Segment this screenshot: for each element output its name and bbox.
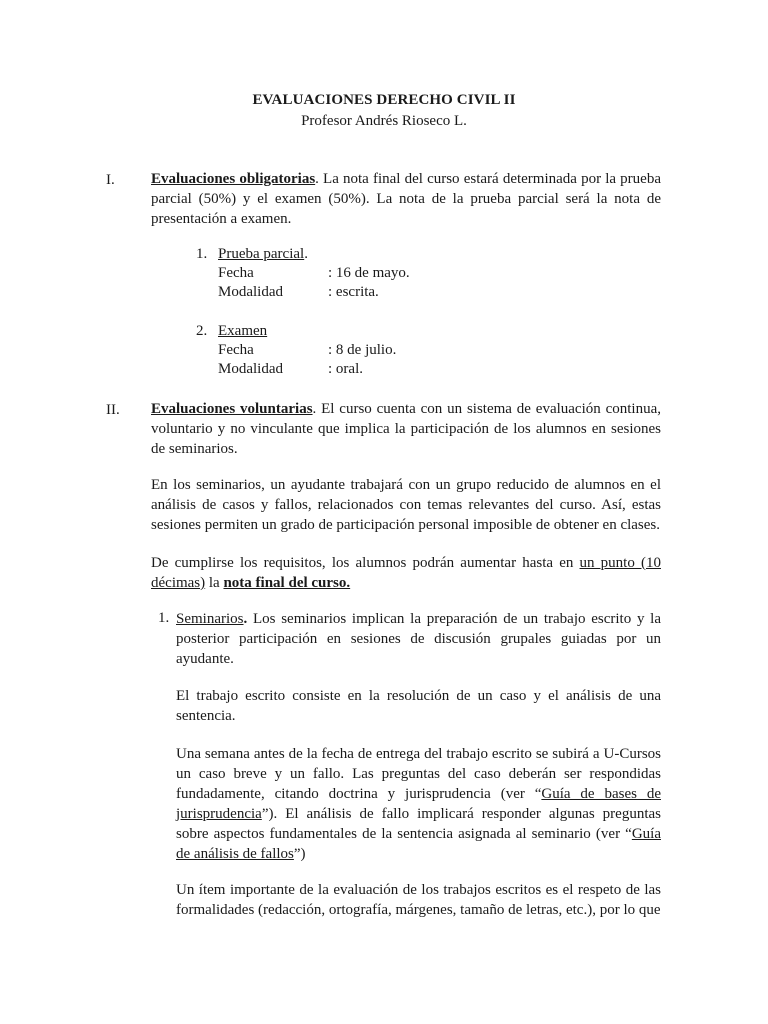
item-2-date-label: Fecha xyxy=(218,342,254,358)
item-1-date-label: Fecha xyxy=(218,265,254,281)
written-work-paragraph: El trabajo escrito consiste en la resolución de un caso y el análisis de una sentencia. xyxy=(176,688,661,724)
item-examen xyxy=(218,322,518,379)
document-title: EVALUACIONES DERECHO CIVIL II xyxy=(252,92,516,108)
seminarios-paragraph: Seminarios. Los seminarios implican la preparación de un trabajo escrito y la posterior participación en sesiones de discusión grupales guiadas por un ayudante. xyxy=(176,611,661,667)
item-1-mode-label: Modalidad xyxy=(218,284,283,300)
item-1-mode-value: : escrita. xyxy=(328,284,379,300)
section-1-text: . La nota final del curso estará determinada por la prueba parcial (50%) y el examen (50%). La nota de la prueba parcial será la nota de presentación a examen. xyxy=(151,171,661,227)
item-2-mode-label: Modalidad xyxy=(218,361,283,377)
item-2-mode-value: : oral. xyxy=(328,361,363,377)
section-1-heading: Evaluaciones obligatorias xyxy=(151,171,316,187)
item-2-title: Examen xyxy=(218,323,268,339)
section-2-paragraph xyxy=(151,399,661,459)
section-2-text: . El curso cuenta con un sistema de evaluación continua, voluntario y no vinculante que implica la participación de los alumnos en sesiones de seminarios. xyxy=(151,401,661,457)
seminars-paragraph: En los seminarios, un ayudante trabajará con un grupo reducido de alumnos en el análisis de casos y fallos, relacionados con temas relevantes del curso. Así, estas sesiones permiten un grado de participación personal imposible de obtener en clases. xyxy=(151,477,661,533)
item-1-number: 1. xyxy=(196,246,208,262)
bonus-amount: un punto (10 décimas) xyxy=(151,555,661,591)
formalities-paragraph: Un ítem importante de la evaluación de los trabajos escritos es el respeto de las formalidades (redacción, ortografía, márgenes, tamaño de letras, etc.), por lo que xyxy=(176,882,661,918)
section-1-paragraph xyxy=(151,169,661,229)
seminarios-title: Seminarios xyxy=(176,611,244,627)
case-paragraph: Una semana antes de la fecha de entrega del trabajo escrito se subirá a U-Cursos un caso breve y un fallo. Las preguntas del caso deberán ser respondidas fundadamente, citando doctrina y jurisprudencia (ver “Guía de bases de jurisprudencia”). El análisis de fallo implicará responder algunas preguntas sobre aspectos fundamentales de la sentencia asignada al seminario (ver “Guía de análisis de fallos”) xyxy=(176,746,661,862)
seminarios-number: 1. xyxy=(158,610,170,626)
item-prueba-parcial: Prueba parcial. Fecha : 16 de mayo. Modalidad : escrita. xyxy=(218,246,410,300)
item-2-date-value: : 8 de julio. xyxy=(328,342,397,358)
item-1-date-value: : 16 de mayo. xyxy=(328,265,410,281)
guia-fallos-link[interactable]: Guía de análisis de fallos xyxy=(176,826,661,862)
professor-name: Profesor Andrés Rioseco L. xyxy=(301,113,467,129)
bonus-paragraph: De cumplirse los requisitos, los alumnos podrán aumentar hasta en un punto (10 décimas) la nota final del curso. xyxy=(151,555,661,591)
item-1-title: Prueba parcial xyxy=(218,246,305,262)
section-2-heading: Evaluaciones voluntarias xyxy=(151,401,313,417)
section-2-numeral: II. xyxy=(106,402,120,418)
section-1-numeral: I. xyxy=(106,172,115,188)
guia-bases-link[interactable]: Guía de bases de jurisprudencia xyxy=(176,786,661,822)
item-2-number: 2. xyxy=(196,323,208,339)
bonus-target: nota final del curso. xyxy=(223,575,351,591)
